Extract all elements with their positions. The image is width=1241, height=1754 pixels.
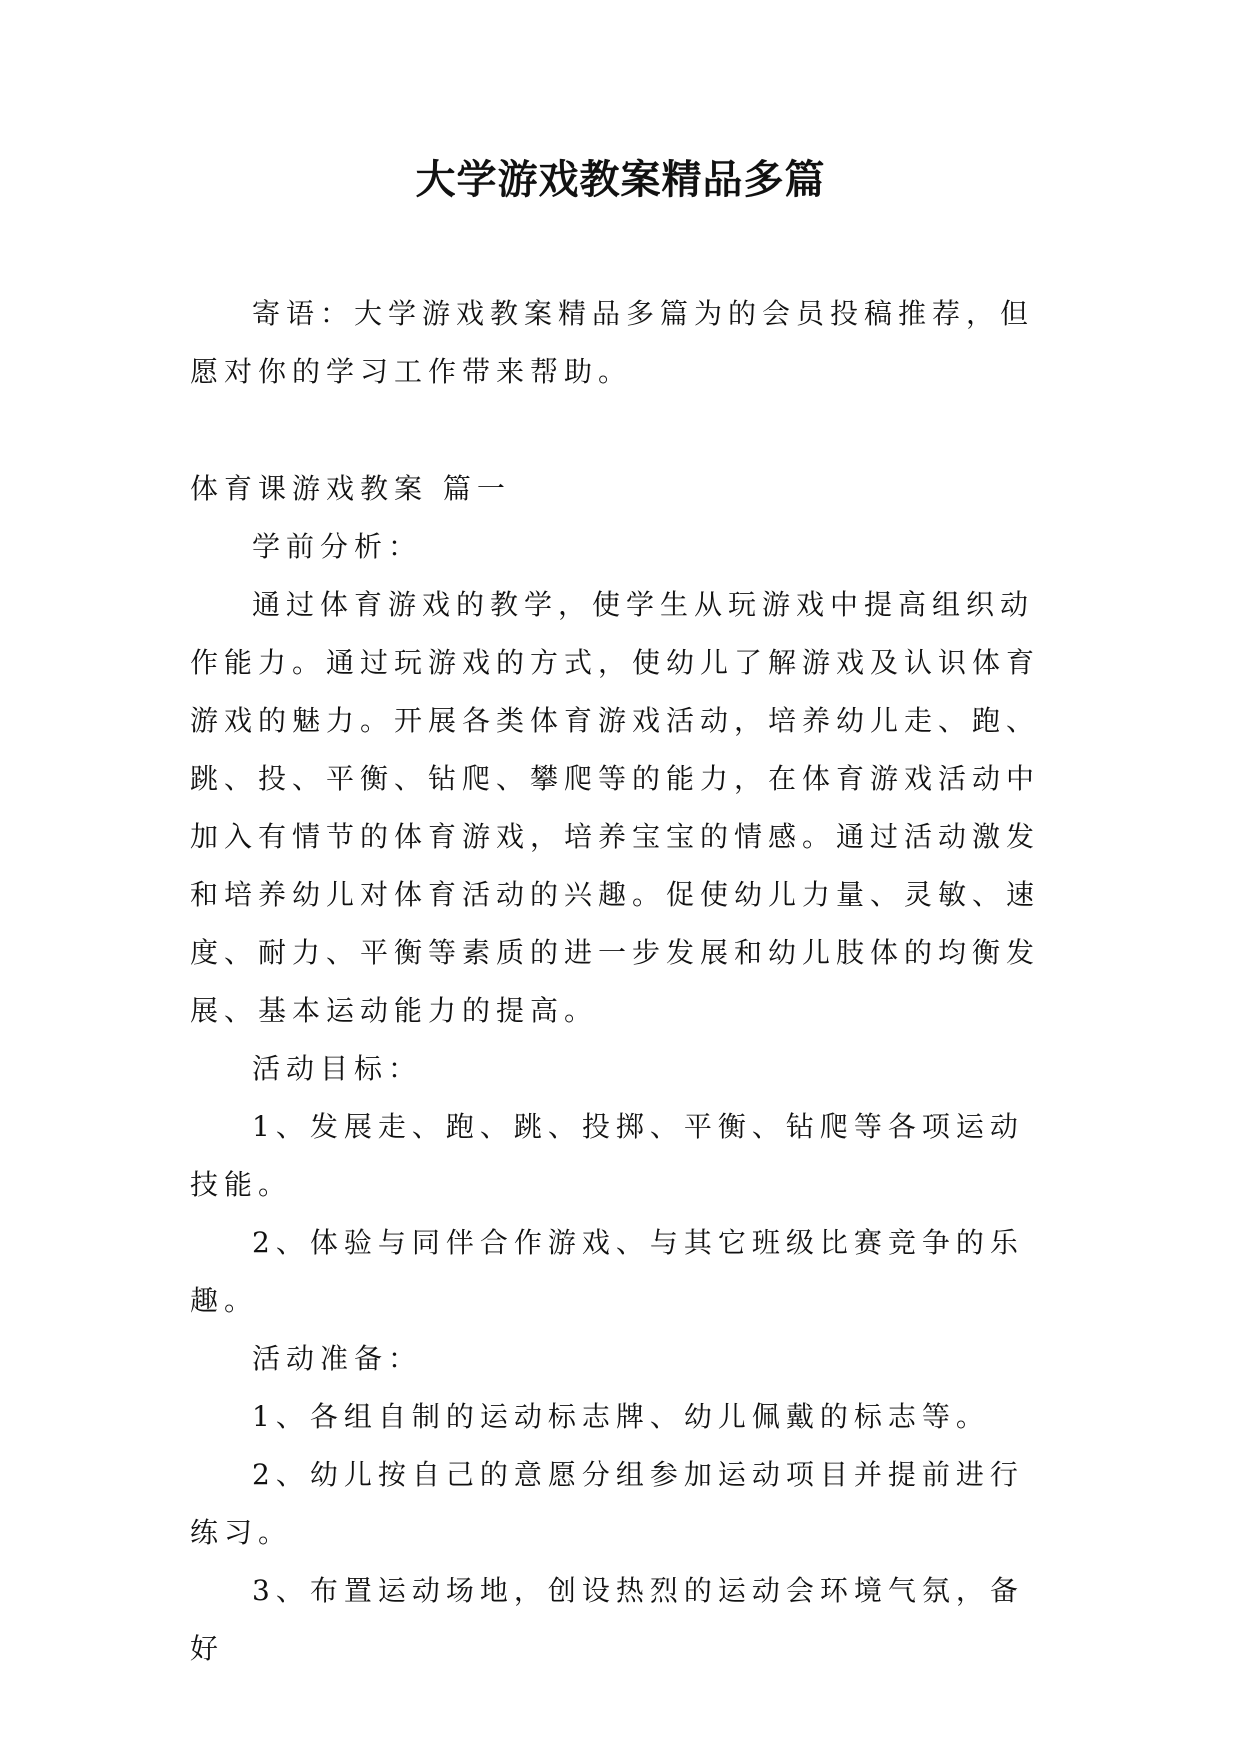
intro-block <box>190 285 1050 401</box>
paragraph-prep-3: 3、布置运动场地，创设热烈的运动会环境气氛，备好 <box>190 1574 1024 1665</box>
section-heading: 体育课游戏教案 篇一 <box>190 472 511 505</box>
paragraph-pre-analysis-label: 学前分析： <box>252 530 423 563</box>
paragraph-prep-label: 活动准备： <box>252 1342 423 1375</box>
section-block <box>190 460 1050 1678</box>
paragraph-goal-1: 1、发展走、跑、跳、投掷、平衡、钻爬等各项运动技能。 <box>190 1110 1024 1201</box>
paragraph-goals-label: 活动目标： <box>252 1052 423 1085</box>
intro-paragraph: 寄语：大学游戏教案精品多篇为的会员投稿推荐，但愿对你的学习工作带来帮助。 <box>190 297 1035 388</box>
document-title: 大学游戏教案精品多篇 <box>415 157 826 203</box>
paragraph-goal-2: 2、体验与同伴合作游戏、与其它班级比赛竞争的乐趣。 <box>190 1226 1024 1317</box>
paragraph-prep-1: 1、各组自制的运动标志牌、幼儿佩戴的标志等。 <box>252 1400 990 1433</box>
paragraph-prep-2: 2、幼儿按自己的意愿分组参加运动项目并提前进行练习。 <box>190 1458 1024 1549</box>
paragraph-pre-analysis: 通过体育游戏的教学，使学生从玩游戏中提高组织动作能力。通过玩游戏的方式，使幼儿了解游戏及认识体育游戏的魅力。开展各类体育游戏活动，培养幼儿走、跑、跳、投、平衡、钻爬、攀爬等的能力，在体育游戏活动中加入有情节的体育游戏，培养宝宝的情感。通过活动激发和培养幼儿对体育活动的兴趣。促使幼儿力量、灵敏、速度、耐力、平衡等素质的进一步发展和幼儿肢体的均衡发展、基本运动能力的提高。 <box>190 588 1041 1027</box>
